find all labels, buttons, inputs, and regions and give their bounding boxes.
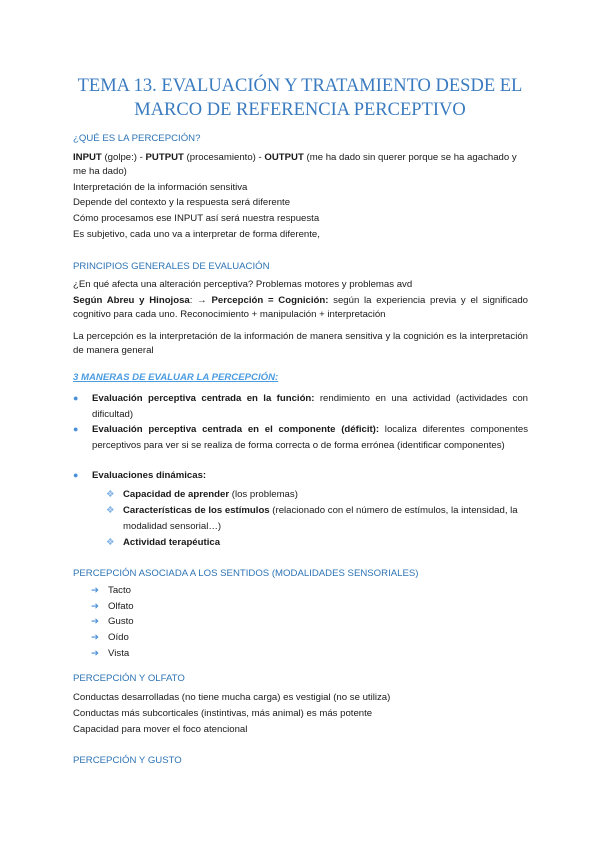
arrow-right-icon: ➔ [91,585,100,596]
paragraph-percepcion-cognicion: La percepción es la interpretación de la información de manera sensitiva y la cognición es la interpretación de manera general [73,331,528,356]
title-line-2: MARCO DE REFERENCIA PERCEPTIVO [134,100,466,120]
paragraph-abreu-hinojosa [73,294,528,322]
title-line-1: TEMA 13. EVALUACIÓN Y TRATAMIENTO DESDE EL [77,76,523,96]
heading-percepcion-olfato: PERCEPCIÓN Y OLFATO [73,673,185,684]
list-item-label: Olfato [108,601,134,612]
diamond-bullet-icon: ❖ [106,505,115,516]
list-item-label: Oído [108,632,129,643]
input-term: INPUT [73,152,102,163]
text: (relacionado con el número de estímulos, la intensidad, la modalidad sensorial…) [123,505,518,532]
list-item [91,601,134,612]
bullet-icon: ● [73,424,79,434]
paragraph-line: Es subjetivo, cada uno va a interpretar de forma diferente, [73,229,320,240]
bold-text: Según Abreu y Hinojosa [73,295,190,306]
text: rendimiento en una actividad (actividades con dificultad) [92,393,528,420]
list-item [91,632,129,643]
bullet-icon: ● [73,393,79,403]
paragraph-line: ¿En qué afecta una alteración perceptiva? Problemas motores y problemas avd [73,279,413,290]
heading-percepcion-sentidos: PERCEPCIÓN ASOCIADA A LOS SENTIDOS (MODALIDADES SENSORIALES) [73,568,419,579]
bold-text: Características de los estímulos [123,505,270,516]
arrow-right-icon: ➔ [91,601,100,612]
list-item-label: Tacto [108,585,131,596]
list-item [91,648,129,659]
diamond-bullet-icon: ❖ [106,489,115,500]
putput-term: PUTPUT [145,152,184,163]
bullet-item [73,391,528,422]
paragraph-line: Conductas desarrolladas (no tiene mucha carga) es vestigial (no se utiliza) [73,692,391,703]
output-term: OUTPUT [264,152,304,163]
heading-que-es-percepcion: ¿QUÉ ES LA PERCEPCIÓN? [73,133,201,144]
document-title [60,74,540,122]
paragraph-line: Interpretación de la información sensitiva [73,182,248,193]
arrow-right-icon: ➔ [91,616,100,627]
sub-bullet-item [106,487,528,503]
text: según la experiencia previa y el significado cognitivo para cada uno. Reconocimiento + manipulación + interpretación [73,295,528,320]
paragraph-input-output [73,151,528,179]
text: (procesamiento) - [183,152,265,163]
paragraph-line: Cómo procesamos ese INPUT así será nuestra respuesta [73,213,320,224]
text: (golpe:) - [101,152,146,163]
diamond-bullet-icon: ❖ [106,537,115,548]
bullet-item [73,422,528,453]
bullet-icon: ● [73,470,79,480]
paragraph-line: Depende del contexto y la respuesta será diferente [73,197,291,208]
heading-principios-evaluacion: PRINCIPIOS GENERALES DE EVALUACIÓN [73,261,270,272]
bold-text: Capacidad de aprender [123,489,230,500]
text: localiza diferentes componentes perceptivos para ver si se realiza de forma correcta o de forma errónea (identificar componentes) [92,424,528,451]
subheading-tres-maneras: 3 MANERAS DE EVALUAR LA PERCEPCIÓN: [73,372,279,383]
paragraph-line: Capacidad para mover el foco atencional [73,724,248,735]
list-item-label: Gusto [108,616,134,627]
arrow-right-icon: ➔ [91,648,100,659]
sub-bullet-item [106,503,528,534]
sub-bullet-item [106,535,528,551]
bullet-item [73,468,528,484]
text: (me ha dado sin querer porque se ha agachado y me ha dado) [73,152,517,177]
list-item [91,616,134,627]
bold-text: Evaluaciones dinámicas: [92,470,207,481]
bold-text: Evaluación perceptiva centrada en la función: [92,393,315,404]
text: (los problemas) [229,489,298,500]
list-item-label: Vista [108,648,130,659]
arrow-right-icon: ➔ [91,632,100,643]
bold-text: Evaluación perceptiva centrada en el componente (déficit): [92,424,380,435]
list-item [91,585,131,596]
text: : → [189,295,212,306]
paragraph-line: Conductas más subcorticales (instintivas, más animal) es más potente [73,708,373,719]
heading-percepcion-gusto: PERCEPCIÓN Y GUSTO [73,755,182,766]
bold-text: Actividad terapéutica [123,537,221,548]
bold-text: Percepción = Cognición: [211,295,329,306]
